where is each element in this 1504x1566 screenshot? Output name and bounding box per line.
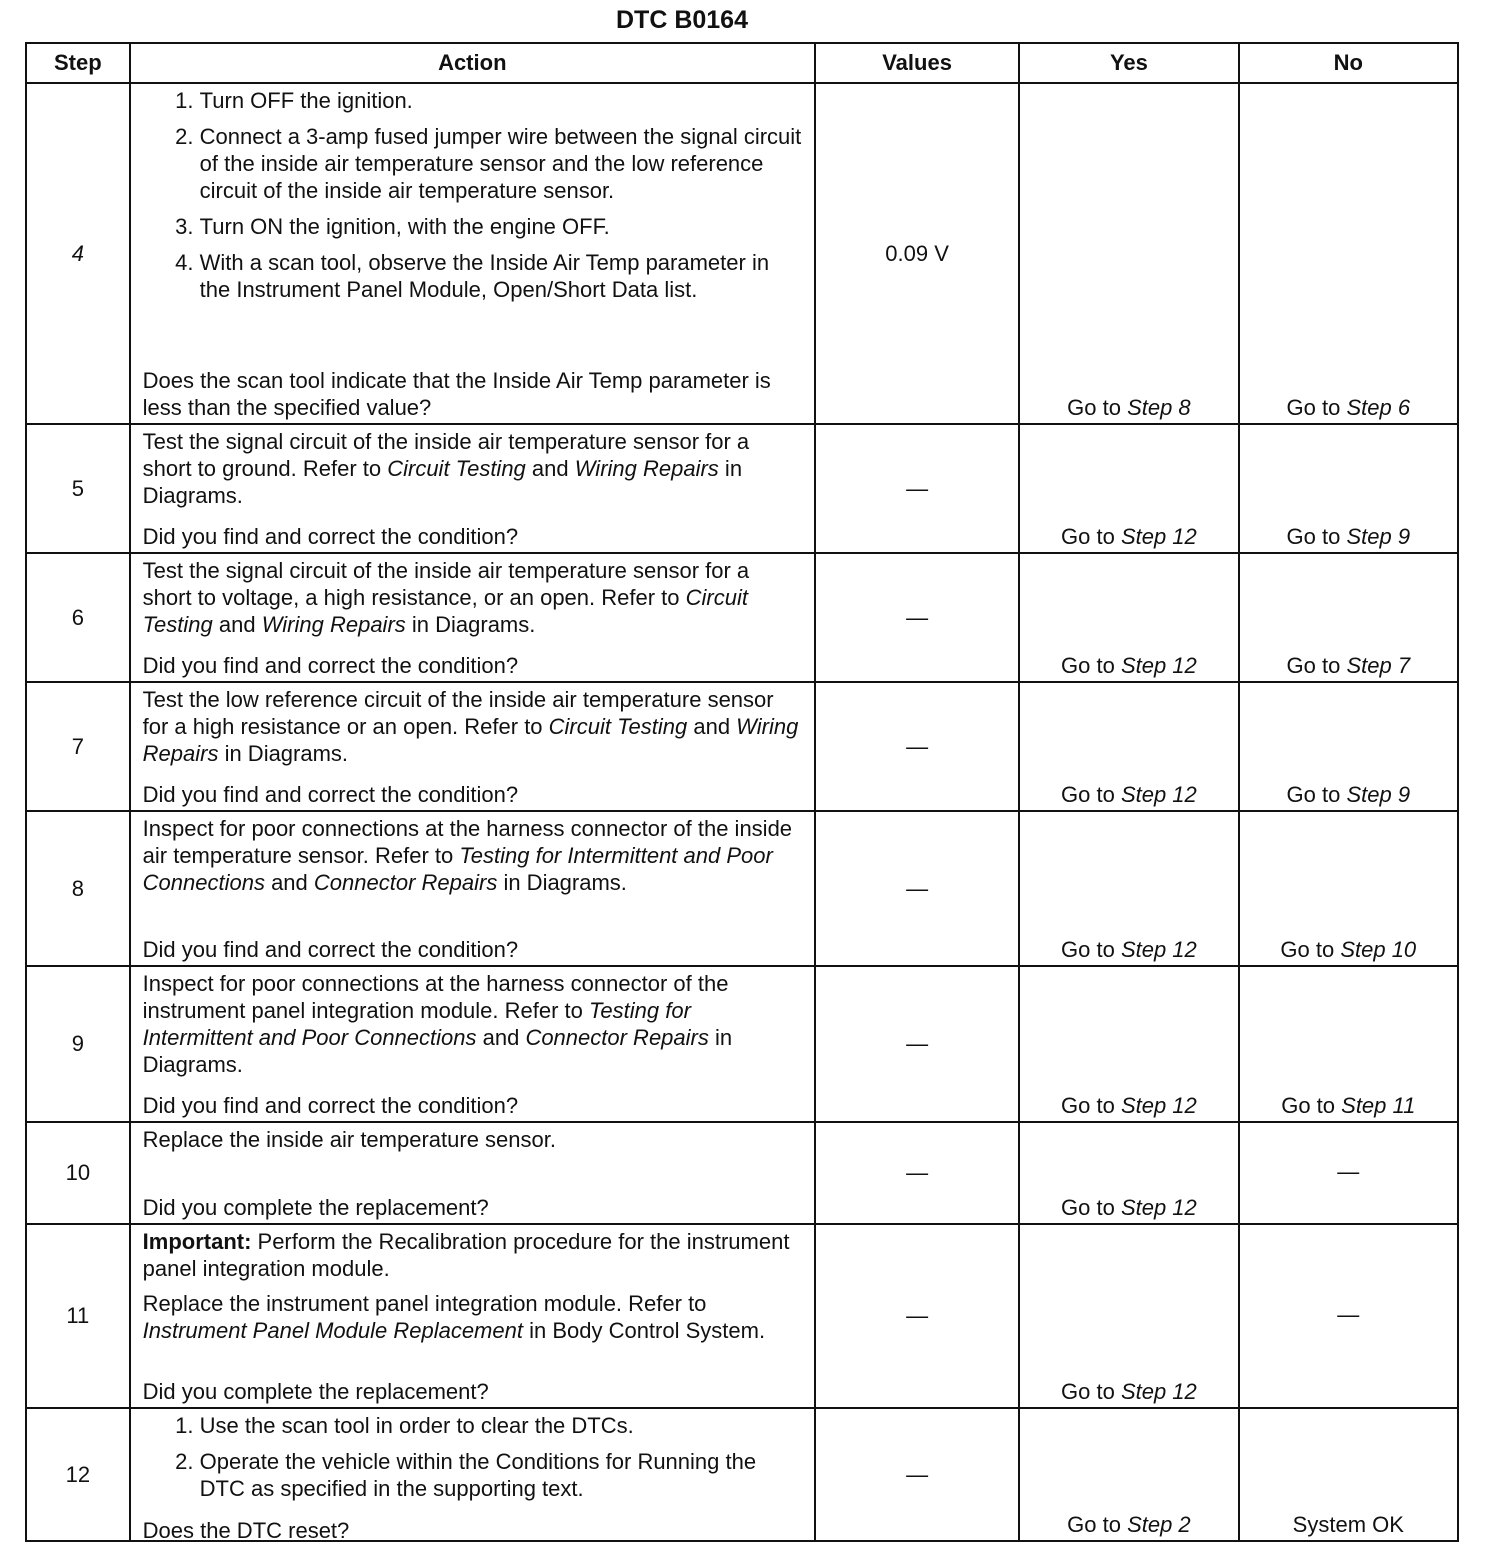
step-number: 7 — [26, 682, 130, 811]
text-segment: in Diagrams. — [218, 741, 349, 766]
text-segment: and — [525, 456, 575, 481]
action-question: Does the DTC reset? — [142, 1518, 350, 1543]
text-segment: Turn OFF the ignition. — [199, 88, 413, 113]
text-segment: in Body Control System. — [522, 1318, 766, 1343]
action-content — [131, 1225, 814, 1407]
action-paragraph — [143, 1126, 804, 1153]
value-cell: — — [815, 966, 1019, 1122]
reference-link-text: Circuit Testing — [142, 585, 748, 637]
action-content — [131, 812, 814, 965]
action-question: Did you find and correct the condition? — [142, 937, 519, 962]
header-values: Values — [815, 43, 1019, 83]
header-row — [26, 43, 1458, 83]
reference-link-text: Instrument Panel Module Replacement — [142, 1318, 523, 1343]
step-link[interactable]: Step 6 — [1346, 395, 1411, 420]
go-to-text: Go to — [1281, 1093, 1342, 1118]
text-segment: in Diagrams. — [142, 1025, 733, 1077]
text-segment: in Diagrams. — [142, 456, 743, 508]
step-link[interactable]: Step 11 — [1341, 1093, 1416, 1118]
go-to-text: Go to — [1067, 395, 1128, 420]
go-to-text: Go to — [1061, 1093, 1121, 1118]
action-question: Did you complete the replacement? — [142, 1195, 489, 1220]
reference-link-text: Circuit Testing — [548, 714, 688, 739]
action-paragraph — [143, 557, 804, 638]
action-paragraph — [143, 686, 804, 767]
yes-cell — [1019, 811, 1238, 966]
go-to-text: Go to — [1067, 1512, 1128, 1537]
text-segment: and — [687, 714, 737, 739]
go-to-text: Go to — [1286, 395, 1347, 420]
yes-cell — [1019, 1224, 1238, 1408]
go-to-text: Go to — [1286, 782, 1347, 807]
instruction-item — [200, 249, 804, 303]
action-cell — [130, 83, 815, 424]
text-segment: and — [476, 1025, 526, 1050]
table-row — [26, 424, 1458, 553]
action-question: Did you find and correct the condition? — [142, 524, 519, 549]
table-row — [26, 1122, 1458, 1224]
step-number: 6 — [26, 553, 130, 682]
go-to-text: Go to — [1061, 1195, 1121, 1220]
step-link[interactable]: Step 12 — [1120, 1195, 1197, 1220]
step-number: 11 — [26, 1224, 130, 1408]
action-cell — [130, 1224, 815, 1408]
step-link[interactable]: Step 10 — [1340, 937, 1417, 962]
step-link[interactable]: Step 7 — [1346, 653, 1411, 678]
no-cell — [1239, 682, 1458, 811]
yes-cell — [1019, 966, 1238, 1122]
header-action: Action — [130, 43, 815, 83]
no-cell — [1239, 553, 1458, 682]
step-link[interactable]: Step 12 — [1120, 782, 1197, 807]
table-row — [26, 1224, 1458, 1408]
text-segment: in Diagrams. — [405, 612, 536, 637]
reference-link-text: Testing for Intermittent and Poor Connections — [142, 998, 691, 1050]
yes-cell — [1019, 83, 1238, 424]
value-cell: — — [815, 1408, 1019, 1541]
no-cell — [1239, 966, 1458, 1122]
text-segment: and — [212, 612, 262, 637]
step-link[interactable]: Step 12 — [1120, 524, 1197, 549]
step-link[interactable]: Step 12 — [1120, 1093, 1197, 1118]
text-segment: Inspect for poor connections at the harness connector of the inside air temperature sensor. Refer to — [142, 816, 793, 868]
go-to-text: Go to — [1061, 782, 1121, 807]
text-segment: Test the signal circuit of the inside air temperature sensor for a short to ground. Refer to — [142, 429, 750, 481]
value-cell: — — [815, 1122, 1019, 1224]
instruction-item — [200, 87, 804, 114]
header-yes: Yes — [1019, 43, 1238, 83]
table-row — [26, 83, 1458, 424]
text-segment: Replace the instrument panel integration module. Refer to — [142, 1291, 707, 1316]
value-cell: — — [815, 682, 1019, 811]
header-no: No — [1239, 43, 1458, 83]
text-segment: Replace the inside air temperature sensor. — [142, 1127, 556, 1152]
reference-link-text: Circuit Testing — [387, 456, 526, 481]
no-cell: — — [1239, 1122, 1458, 1224]
instruction-item — [200, 213, 804, 240]
text-segment: Perform the Recalibration procedure for the instrument panel integration module. — [142, 1229, 790, 1281]
go-to-text: Go to — [1286, 653, 1347, 678]
no-cell: — — [1239, 1224, 1458, 1408]
no-cell: System OK — [1239, 1408, 1458, 1541]
step-number: 10 — [26, 1122, 130, 1224]
instruction-list — [143, 1412, 804, 1511]
step-number: 4 — [26, 83, 130, 424]
step-link[interactable]: Step 9 — [1346, 524, 1411, 549]
value-cell: — — [815, 811, 1019, 966]
value-cell: — — [815, 424, 1019, 553]
step-link[interactable]: Step 12 — [1120, 937, 1197, 962]
no-cell — [1239, 811, 1458, 966]
text-segment: and — [264, 870, 314, 895]
go-to-text: Go to — [1280, 937, 1341, 962]
action-content — [131, 1409, 814, 1543]
reference-link-text: Testing for Intermittent and Poor Connections — [142, 843, 773, 895]
action-question: Did you complete the replacement? — [142, 1379, 489, 1404]
value-cell: — — [815, 553, 1019, 682]
diagnostic-table — [25, 42, 1459, 1542]
action-question: Did you find and correct the condition? — [142, 653, 519, 678]
reference-link-text: Wiring Repairs — [142, 714, 799, 766]
go-to-text: Go to — [1286, 524, 1347, 549]
step-link[interactable]: Step 12 — [1120, 653, 1197, 678]
yes-cell — [1019, 1122, 1238, 1224]
text-segment: Turn ON the ignition, with the engine OFF. — [199, 214, 610, 239]
yes-cell — [1019, 424, 1238, 553]
action-cell — [130, 1122, 815, 1224]
step-number: 9 — [26, 966, 130, 1122]
table-row — [26, 966, 1458, 1122]
reference-link-text: Connector Repairs — [313, 870, 498, 895]
text-segment: Operate the vehicle within the Conditions for Running the DTC as specified in the supporting text. — [199, 1449, 757, 1501]
reference-link-text: Wiring Repairs — [261, 612, 406, 637]
go-to-text: Go to — [1061, 1379, 1121, 1404]
go-to-text: Go to — [1061, 524, 1121, 549]
action-content — [131, 683, 814, 810]
action-cell — [130, 1408, 815, 1541]
step-number: 12 — [26, 1408, 130, 1541]
action-cell — [130, 966, 815, 1122]
action-content — [131, 554, 814, 681]
step-link[interactable]: Step 12 — [1120, 1379, 1197, 1404]
action-cell — [130, 682, 815, 811]
text-segment: Test the low reference circuit of the inside air temperature sensor for a high resistance or an open. Refer to — [142, 687, 774, 739]
text-segment: Use the scan tool in order to clear the DTCs. — [199, 1413, 634, 1438]
go-to-text: Go to — [1061, 937, 1121, 962]
step-link[interactable]: Step 9 — [1346, 782, 1411, 807]
action-paragraph — [143, 1228, 804, 1282]
header-step: Step — [26, 43, 130, 83]
value-cell: — — [815, 1224, 1019, 1408]
text-segment: With a scan tool, observe the Inside Air Temp parameter in the Instrument Panel Module, Open/Short Data list. — [199, 250, 770, 302]
no-cell — [1239, 424, 1458, 553]
instruction-item — [200, 1412, 804, 1439]
text-segment: Inspect for poor connections at the harness connector of the instrument panel integration module. Refer to — [142, 971, 729, 1023]
table-row — [26, 1408, 1458, 1541]
action-question: Does the scan tool indicate that the Inside Air Temp parameter is less than the specified value? — [142, 368, 771, 420]
action-cell — [130, 811, 815, 966]
instruction-item — [200, 123, 804, 204]
go-to-text: Go to — [1061, 653, 1121, 678]
action-question: Did you find and correct the condition? — [142, 782, 519, 807]
page-title: DTC B0164 — [616, 6, 748, 34]
table-row — [26, 682, 1458, 811]
step-number: 8 — [26, 811, 130, 966]
action-content — [131, 84, 814, 423]
action-cell — [130, 424, 815, 553]
bold-text: Important: — [142, 1229, 252, 1254]
text-segment: Test the signal circuit of the inside air temperature sensor for a short to voltage, a high resistance, or an open. Refer to — [142, 558, 750, 610]
action-content — [131, 967, 814, 1121]
action-content — [131, 425, 814, 552]
step-link[interactable]: Step 8 — [1127, 395, 1191, 420]
step-link[interactable]: Step 2 — [1127, 1512, 1191, 1537]
table-row — [26, 811, 1458, 966]
instruction-item — [200, 1448, 804, 1502]
instruction-list — [143, 87, 804, 312]
no-cell — [1239, 83, 1458, 424]
step-number: 5 — [26, 424, 130, 553]
yes-cell — [1019, 682, 1238, 811]
text-segment: in Diagrams. — [497, 870, 627, 895]
yes-cell — [1019, 553, 1238, 682]
action-content — [131, 1123, 814, 1223]
value-cell: 0.09 V — [815, 83, 1019, 424]
action-paragraph — [143, 815, 804, 896]
reference-link-text: Connector Repairs — [525, 1025, 709, 1050]
action-paragraph — [143, 970, 804, 1078]
action-paragraph — [143, 428, 804, 509]
text-segment: Connect a 3-amp fused jumper wire between the signal circuit of the inside air temperature sensor and the low reference circuit of the inside air temperature sensor. — [199, 124, 802, 203]
action-paragraph — [143, 1290, 804, 1344]
yes-cell — [1019, 1408, 1238, 1541]
action-question: Did you find and correct the condition? — [142, 1093, 519, 1118]
action-cell — [130, 553, 815, 682]
table-row — [26, 553, 1458, 682]
reference-link-text: Wiring Repairs — [574, 456, 719, 481]
